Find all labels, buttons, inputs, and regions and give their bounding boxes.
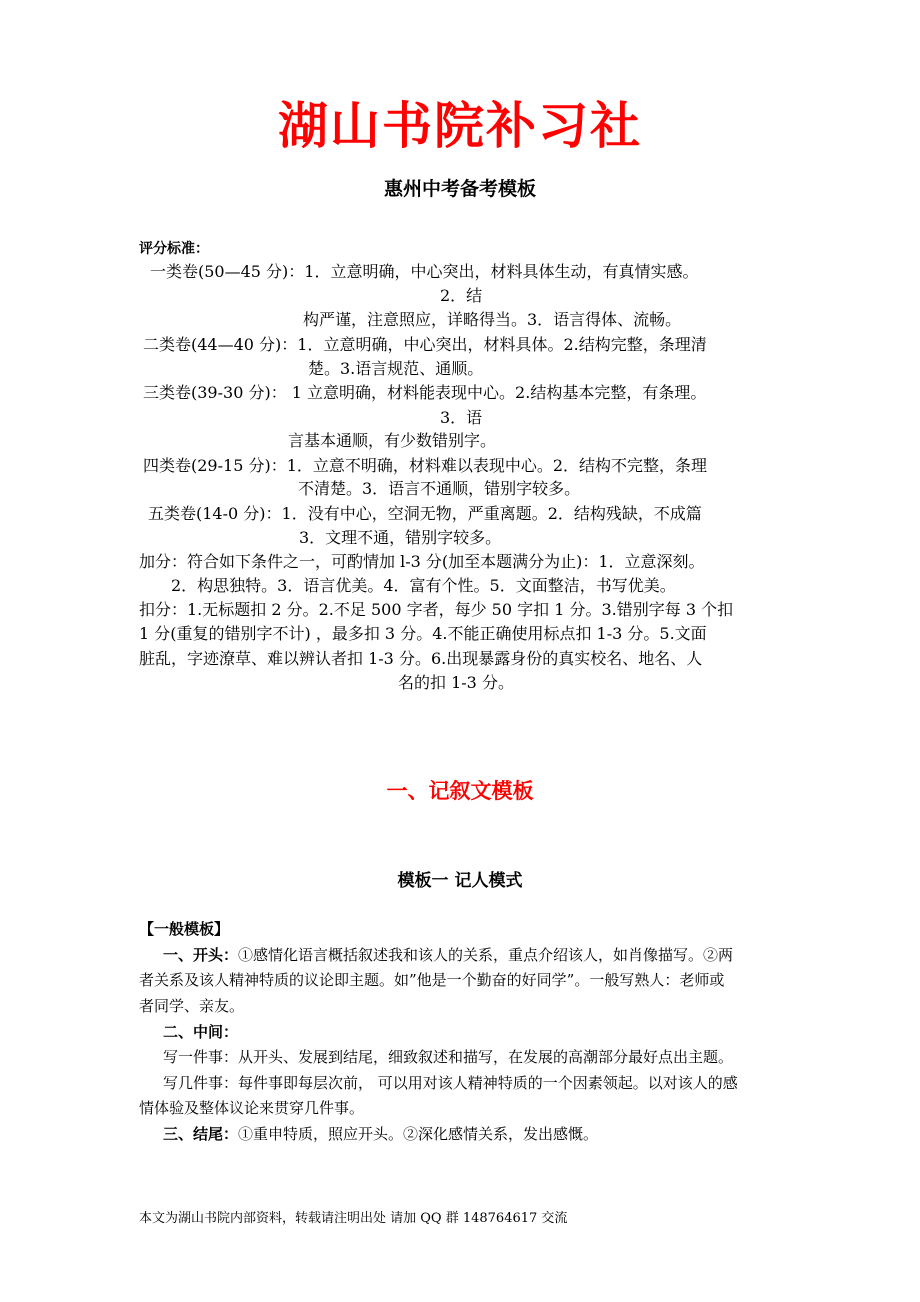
scoring-line: 3．语 — [440, 408, 483, 427]
scoring-label: 评分标准： — [139, 241, 209, 257]
scoring-line: 二类卷(44—40 分)：1．立意明确，中心突出，材料具体。2.结构完整，条理清 — [143, 335, 707, 354]
scoring-line: 2．结 — [440, 286, 483, 305]
scoring-line: 楚。3.语言规范、通顺。 — [308, 359, 484, 378]
middle-line-1: 写一件事：从开头、发展到结尾，细致叙述和描写，在发展的高潮部分最好点出主题。 — [163, 1048, 734, 1066]
ending-text: ①重申特质，照应开头。②深化感情关系，发出感慨。 — [238, 1125, 599, 1143]
ending-line — [163, 1122, 598, 1146]
footer-note: 本文为湖山书院内部资料，转载请注明出处 请加 QQ 群 148764617 交流 — [139, 1211, 568, 1226]
scoring-line: 加分：符合如下条件之一，可酌情加 l-3 分(加至本题满分为止)：1．立意深刻。 — [139, 552, 705, 571]
brand-title: 湖山书院补习社 — [278, 97, 642, 155]
scoring-line: 1 分(重复的错别字不计) ，最多扣 3 分。4.不能正确使用标点扣 1-3 分。5.文面 — [139, 624, 707, 643]
scoring-line: 脏乱，字迹潦草、难以辨认者扣 1-3 分。6.出现暴露身份的真实校名、地名、人 — [139, 649, 703, 668]
ending-label: 三、结尾： — [163, 1125, 239, 1143]
opening-line-3: 者同学、亲友。 — [139, 997, 245, 1015]
scoring-line: 不清楚。3．语言不通顺，错别字较多。 — [298, 479, 581, 498]
general-template-label: 【一般模板】 — [139, 920, 230, 938]
scoring-line: 名的扣 1-3 分。 — [398, 673, 514, 692]
middle-line-2: 写几件事：每件事即每层次前， 可以用对该人精神特质的一个因素领起。以对该人的感 — [163, 1074, 738, 1092]
scoring-line: 四类卷(29-15 分)：1．立意不明确，材料难以表现中心。2．结构不完整，条理 — [143, 456, 708, 475]
middle-label: 二、中间： — [163, 1023, 239, 1041]
scoring-line: 扣分：1.无标题扣 2 分。2.不足 500 字者，每少 50 字扣 1 分。3.错别字每 3 个扣 — [139, 600, 734, 619]
opening-line-2: 者关系及该人精神特质的议论即主题。如”他是一个勤奋的好同学”。一般写熟人：老师或 — [139, 971, 725, 989]
template-heading: 模板一 记人模式 — [397, 871, 523, 891]
document-subtitle: 惠州中考备考模板 — [383, 178, 536, 200]
scoring-line: 一类卷(50—45 分)：1．立意明确，中心突出，材料具体生动，有真情实感。 — [150, 262, 699, 281]
opening-text: ①感情化语言概括叙述我和该人的关系，重点介绍该人，如肖像描写。②两 — [238, 946, 734, 964]
scoring-line: 2．构思独特。3．语言优美。4．富有个性。5．文面整洁，书写优美。 — [171, 576, 676, 595]
scoring-line: 3．文理不通，错别字较多。 — [299, 528, 502, 547]
scoring-line: 构严谨，注意照应，详略得当。3．语言得体、流畅。 — [303, 310, 682, 329]
middle-line-3: 情体验及整体议论来贯穿几件事。 — [139, 1099, 365, 1117]
opening-line-1 — [163, 943, 733, 967]
scoring-line: 五类卷(14-0 分)：1．没有中心，空洞无物，严重离题。2．结构残缺，不成篇 — [148, 504, 702, 523]
section-heading-narrative: 一、记叙文模板 — [386, 779, 534, 803]
opening-label: 一、开头： — [163, 946, 239, 964]
scoring-line: 三类卷(39-30 分)： 1 立意明确，材料能表现中心。2.结构基本完整，有条理。 — [143, 383, 707, 402]
scoring-line: 言基本通顺，有少数错别字。 — [288, 431, 497, 450]
